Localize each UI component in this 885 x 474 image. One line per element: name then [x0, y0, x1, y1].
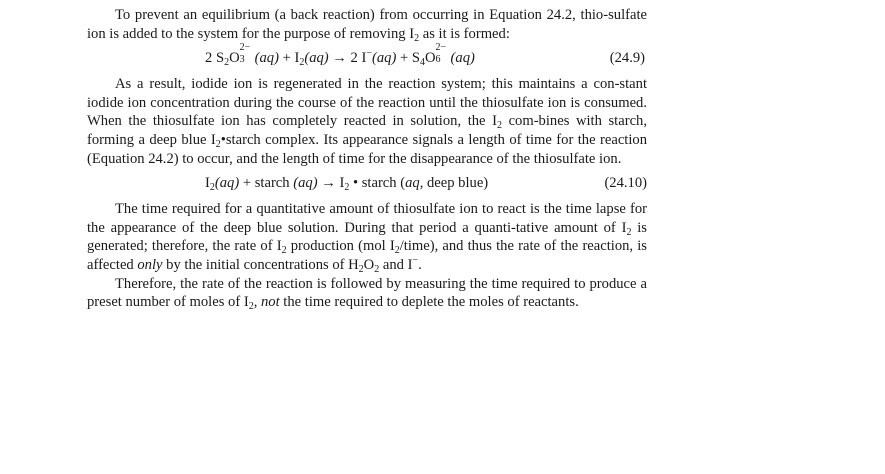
emphasis: only [137, 256, 163, 273]
emphasis: not [261, 294, 280, 311]
text-run: + I [278, 50, 300, 67]
subscript: 2 [209, 182, 215, 194]
text-run: , [253, 294, 261, 311]
text-run: O [229, 50, 240, 67]
text-run: The time required for a quantitative amount of thiosulfate ion to react is the time lapse for the appearance of the deep blue solution. During that period a quanti-tative amount of I [87, 201, 647, 236]
paragraph-thiosulfate-intro [87, 6, 647, 43]
subscript: 2 [626, 226, 632, 238]
text-run: /time), and thus the rate of the reaction, is affected [87, 238, 647, 273]
subscript: 6 [435, 54, 441, 66]
sub-sup-pair [435, 42, 451, 66]
text-run: + S [396, 50, 420, 67]
equation-24-10 [87, 174, 647, 194]
subscript: 2 [215, 138, 221, 150]
text-run: As a result, iodide ion is regenerated in the reaction system; this maintains a con-stant iodide ion concentration during the course of the reaction until the thiosulfate ion is consumed. When the thiosulfate ion has completely reacted in solution, the I [87, 76, 647, 130]
superscript: 2− [239, 42, 251, 54]
text-run: To prevent an equilibrium (a back reaction) from occurring in Equation 24.2, thio-sulfate ion is added to the system for the purpose of removing I [87, 7, 647, 42]
paragraph-iodide-regenerated [87, 75, 647, 168]
subscript: 2 [374, 263, 380, 275]
text-run: is generated; therefore, the rate of I [87, 219, 647, 255]
equation-24-9 [87, 42, 647, 69]
text-run: • starch ( [349, 175, 406, 192]
paragraph-time-required [87, 200, 647, 274]
state-label: (aq) [450, 50, 475, 67]
text-run: O [424, 50, 436, 67]
equation-number: (24.10) [604, 175, 647, 192]
text-run: com-bines with starch, forming a deep blue I [87, 113, 647, 148]
paragraph-rate-followed [87, 275, 647, 312]
text-run: 2 S [205, 50, 225, 67]
equation-body [205, 174, 488, 193]
subscript: 2 [281, 245, 287, 257]
superscript: − [412, 254, 419, 266]
subscript: 2 [344, 182, 350, 194]
text-run: + starch [239, 175, 294, 192]
subscript: 2 [394, 245, 400, 257]
subscript: 2 [299, 57, 305, 69]
subscript: 2 [248, 301, 254, 313]
text-run: •starch complex. Its appearance signals a length of time for the reaction (Equation 24.2) to occur, and the length of time for the disappearance of the thiosulfate ion. [87, 131, 648, 167]
text-run: as it is formed: [419, 25, 510, 42]
state-label: (aq) [214, 175, 240, 192]
equation-body [205, 42, 475, 69]
subscript: 2 [414, 32, 420, 44]
state-label: aq [405, 175, 420, 192]
text-run: → 2 I [328, 50, 367, 67]
text-run: → I [317, 175, 345, 192]
text-run: O [363, 256, 375, 273]
state-label: (aq) [304, 50, 329, 67]
text-run: production (mol I [286, 238, 395, 255]
text-run: the time required to deplete the moles of reactants. [279, 294, 579, 311]
sub-sup-pair [239, 42, 255, 66]
equation-number: (24.9) [609, 50, 645, 67]
state-label: (aq) [372, 50, 397, 67]
text-run: , deep blue) [419, 175, 489, 192]
document-page [87, 6, 647, 312]
subscript: 2 [358, 263, 364, 275]
subscript: 2 [496, 120, 502, 132]
superscript: 2− [435, 42, 447, 54]
superscript: − [366, 48, 372, 60]
text-run: I [205, 175, 210, 192]
text-run: and I [379, 256, 413, 273]
text-run: Therefore, the rate of the reaction is followed by measuring the time required to produce a preset number of moles of I [87, 275, 647, 311]
state-label: (aq) [293, 175, 318, 192]
subscript: 3 [239, 54, 245, 66]
text-run: by the initial concentrations of H [162, 256, 359, 273]
text-run: . [418, 256, 422, 273]
subscript: 4 [419, 57, 425, 69]
state-label: (aq) [254, 50, 279, 67]
subscript: 2 [224, 57, 230, 69]
